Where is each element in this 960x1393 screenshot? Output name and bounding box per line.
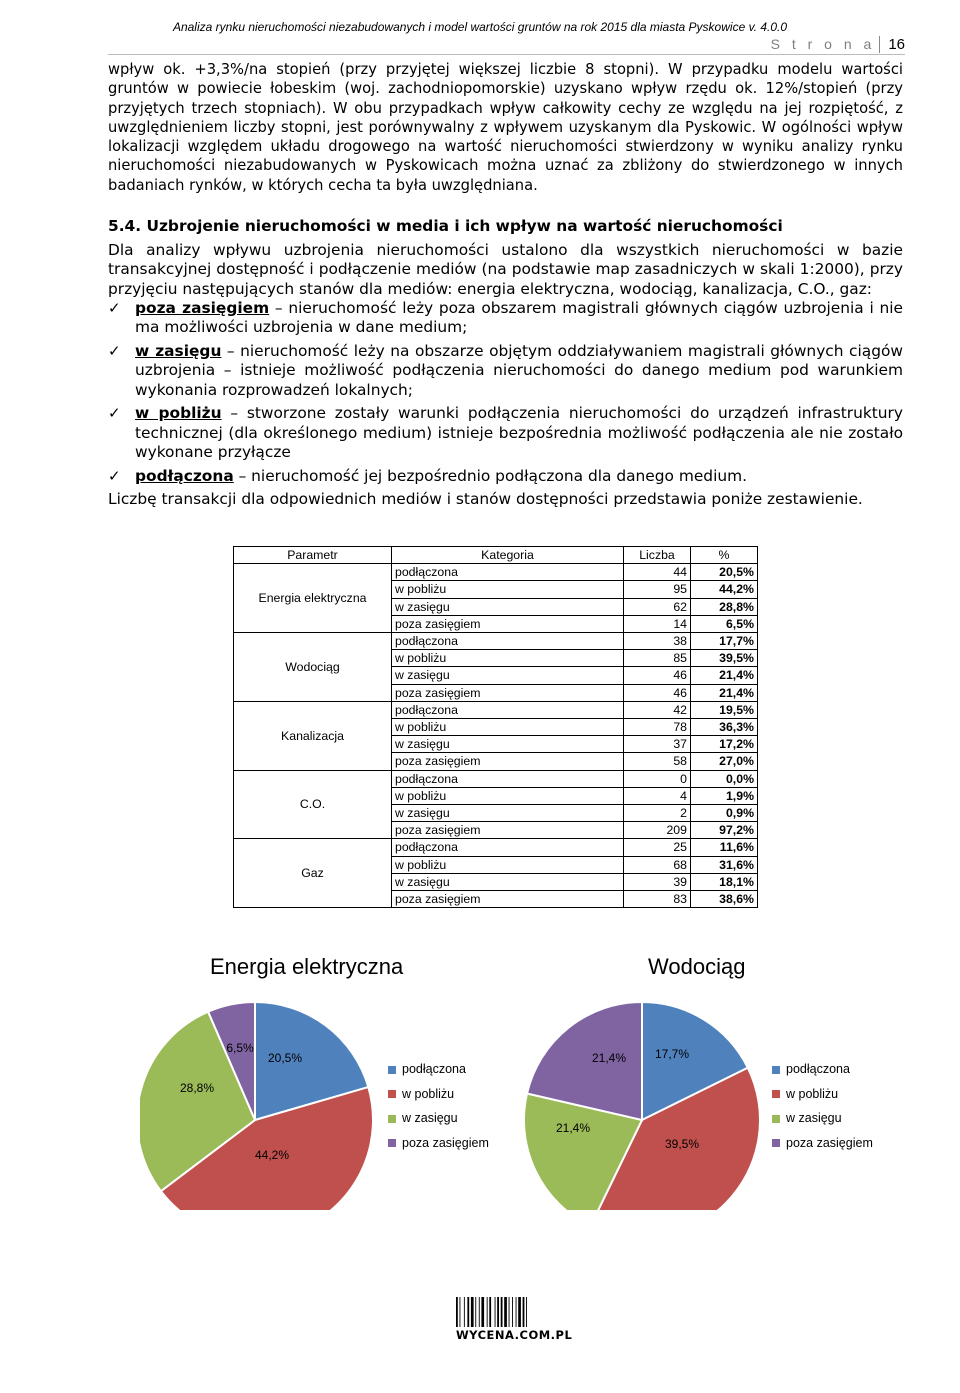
table-row [234,564,758,581]
percent-cell: 97,2% [691,822,758,839]
legend-label: w pobliżu [402,1086,455,1101]
count-cell: 39 [624,873,691,890]
percent-cell: 21,4% [691,684,758,701]
page-indicator [771,36,905,53]
table-header-row [234,547,758,564]
count-cell: 78 [624,719,691,736]
category-cell: w zasięgu [392,598,624,615]
data-label: 21,4% [555,1121,591,1135]
chart-title: Energia elektryczna [210,954,404,979]
percent-cell: 27,0% [691,753,758,770]
paragraph-road-influence: wpływ ok. +3,3%/na stopień (przy przyjętej większej liczbie 8 stopni). W przypadku modelu wartości gruntów w powiecie łobeskim (woj. zachodniopomorskie) uzyskano wpływ rzędu ok. 12%/stopień (przy przyjętych trzech stopniach). W obu przypadkach wpływ całkowity cechy ze względu na jej rozpiętość, z uwzględnieniem liczby stopni, jest porównywalny z wpływem uzyskanym dla Pyskowic. W ogólności wpływ lokalizacji względem układu drogowego na wartość nieruchomości stwierdzony w wyniku analizy rynku nieruchomości niezabudowanych w Pyskowicach można uznać za zbliżony do stwierdzonego w innych badaniach rynków, w których cecha ta była uwzględniana. [108,61,903,194]
category-cell: poza zasięgiem [392,822,624,839]
list-item [108,342,903,401]
count-cell: 2 [624,805,691,822]
legend-label: podłączona [402,1062,466,1076]
category-cell: podłączona [392,633,624,650]
count-cell: 83 [624,891,691,908]
checkmark-icon: ✓ [108,404,121,423]
legend-swatch [388,1139,396,1147]
category-cell: w zasięgu [392,667,624,684]
legend-item [388,1111,458,1125]
category-cell: podłączona [392,770,624,787]
footer-logo-text: WYCENA.COM.PL [456,1328,573,1342]
percent-cell: 19,5% [691,701,758,718]
category-cell: podłączona [392,701,624,718]
legend-item [388,1087,454,1101]
parameter-cell: Energia elektryczna [234,564,392,633]
category-cell: poza zasięgiem [392,891,624,908]
category-cell: w pobliżu [392,719,624,736]
count-cell: 95 [624,581,691,598]
count-cell: 0 [624,770,691,787]
checkmark-icon: ✓ [108,466,121,485]
barcode-logo-icon [456,1297,551,1327]
table-row [234,839,758,856]
checkmark-icon: ✓ [108,341,121,360]
count-cell: 58 [624,753,691,770]
pie-chart-energia [140,940,500,1210]
table-row [234,633,758,650]
category-cell: poza zasięgiem [392,684,624,701]
legend-item [388,1136,489,1150]
state-description: – nieruchomość jej bezpośrednio podłączona dla danego medium. [233,466,747,485]
legend-label: w zasięgu [402,1111,458,1125]
legend-swatch [772,1115,780,1123]
state-term: podłączona [135,466,234,485]
page-number: 16 [879,36,905,53]
percent-cell: 44,2% [691,581,758,598]
document-header-title: Analiza rynku nieruchomości niezabudowanych i model wartości gruntów na rok 2015 dla miasta Pyskowice v. 4.0.0 [172,20,788,34]
legend-swatch [388,1090,396,1098]
legend-item [388,1062,466,1076]
data-label: 6,5% [226,1041,254,1055]
legend-swatch [388,1115,396,1123]
count-cell: 44 [624,564,691,581]
state-description: – nieruchomość leży na obszarze objętym oddziaływaniem magistrali głównych ciągów uzbrojenia – istnieje możliwość podłączenia nieruchomości do danego medium pod warunkiem wykonania rozprowadzeń lokalnych; [135,341,903,399]
data-label: 21,4% [591,1051,627,1065]
state-description: – stworzone zostały warunki podłączenia nieruchomości do urządzeń infrastruktury technicznej (dla określonego medium) istnieje bezpośrednia możliwość podłączenia ale nie zostało wykonane przyłącze [135,404,903,462]
count-cell: 46 [624,667,691,684]
document-body [108,60,903,510]
header-divider [108,54,905,55]
parameter-cell: Gaz [234,839,392,908]
legend-label: poza zasięgiem [786,1135,873,1150]
percent-cell: 17,7% [691,633,758,650]
count-cell: 38 [624,633,691,650]
count-cell: 68 [624,856,691,873]
percent-cell: 36,3% [691,719,758,736]
category-cell: poza zasięgiem [392,615,624,632]
chart-title: Wodociąg [648,954,746,979]
category-cell: w zasięgu [392,736,624,753]
utility-states-list [108,299,903,487]
percent-cell: 20,5% [691,564,758,581]
checkmark-icon: ✓ [108,298,121,317]
legend-item [772,1136,873,1150]
state-term: poza zasięgiem [135,298,270,317]
state-term: w pobliżu [135,404,222,423]
legend-label: w zasięgu [786,1111,842,1125]
count-cell: 62 [624,598,691,615]
pie-chart-wodociag [500,940,900,1210]
percent-cell: 21,4% [691,667,758,684]
legend-swatch [772,1139,780,1147]
percent-cell: 11,6% [691,839,758,856]
data-label: 20,5% [267,1051,303,1065]
table-body [234,564,758,908]
paragraph-utilities-intro: Dla analizy wpływu uzbrojenia nieruchomości ustalono dla wszystkich nieruchomości w bazie transakcyjnej dostępność i podłączenie mediów (na podstawie map zasadniczych w skali 1:2000), przy przyjęciu następujących stanów dla mediów: energia elektryczna, wodociąg, kanalizacja, C.O., gaz: [108,241,903,298]
list-item [108,467,903,487]
parameter-cell: Kanalizacja [234,701,392,770]
paragraph-table-intro: Liczbę transakcji dla odpowiednich mediów i stanów dostępności przedstawia poniże zestawienie. [108,490,863,509]
count-cell: 4 [624,787,691,804]
legend-label: w pobliżu [786,1086,839,1101]
section-heading: 5.4. Uzbrojenie nieruchomości w media i ich wpływ na wartość nieruchomości [108,217,783,236]
header-cell: Kategoria [392,547,624,564]
percent-cell: 31,6% [691,856,758,873]
percent-cell: 39,5% [691,650,758,667]
category-cell: podłączona [392,564,624,581]
list-item [108,404,903,463]
table-row [234,701,758,718]
legend-swatch [388,1066,396,1074]
category-cell: poza zasięgiem [392,753,624,770]
percent-cell: 0,0% [691,770,758,787]
percent-cell: 28,8% [691,598,758,615]
legend-label: podłączona [786,1062,850,1076]
legend-item [772,1087,838,1101]
data-label: 28,8% [179,1081,215,1095]
data-label: 44,2% [254,1148,290,1162]
category-cell: w pobliżu [392,581,624,598]
parameter-cell: C.O. [234,770,392,839]
state-term: w zasięgu [135,341,222,360]
header-cell: Parametr [234,547,392,564]
count-cell: 85 [624,650,691,667]
category-cell: w pobliżu [392,856,624,873]
header-cell: % [691,547,758,564]
parameter-cell: Wodociąg [234,633,392,702]
percent-cell: 38,6% [691,891,758,908]
percent-cell: 6,5% [691,615,758,632]
data-label: 17,7% [654,1047,690,1061]
page-label: S t r o n a [770,36,876,52]
legend-swatch [772,1090,780,1098]
legend-swatch [772,1066,780,1074]
percent-cell: 1,9% [691,787,758,804]
category-cell: w pobliżu [392,650,624,667]
table-row [234,770,758,787]
legend-item [772,1062,850,1076]
list-item [108,299,903,338]
count-cell: 46 [624,684,691,701]
count-cell: 42 [624,701,691,718]
state-description: – nieruchomość leży poza obszarem magistrali głównych ciągów uzbrojenia i nie ma możliwości uzbrojenia w dane medium; [135,298,903,337]
category-cell: podłączona [392,839,624,856]
category-cell: w pobliżu [392,787,624,804]
legend-label: poza zasięgiem [402,1135,489,1150]
utilities-table [233,546,758,908]
count-cell: 37 [624,736,691,753]
percent-cell: 18,1% [691,873,758,890]
count-cell: 209 [624,822,691,839]
percent-cell: 17,2% [691,736,758,753]
data-label: 39,5% [664,1137,700,1151]
percent-cell: 0,9% [691,805,758,822]
header-cell: Liczba [624,547,691,564]
count-cell: 25 [624,839,691,856]
count-cell: 14 [624,615,691,632]
category-cell: w zasięgu [392,805,624,822]
legend-item [772,1111,842,1125]
category-cell: w zasięgu [392,873,624,890]
